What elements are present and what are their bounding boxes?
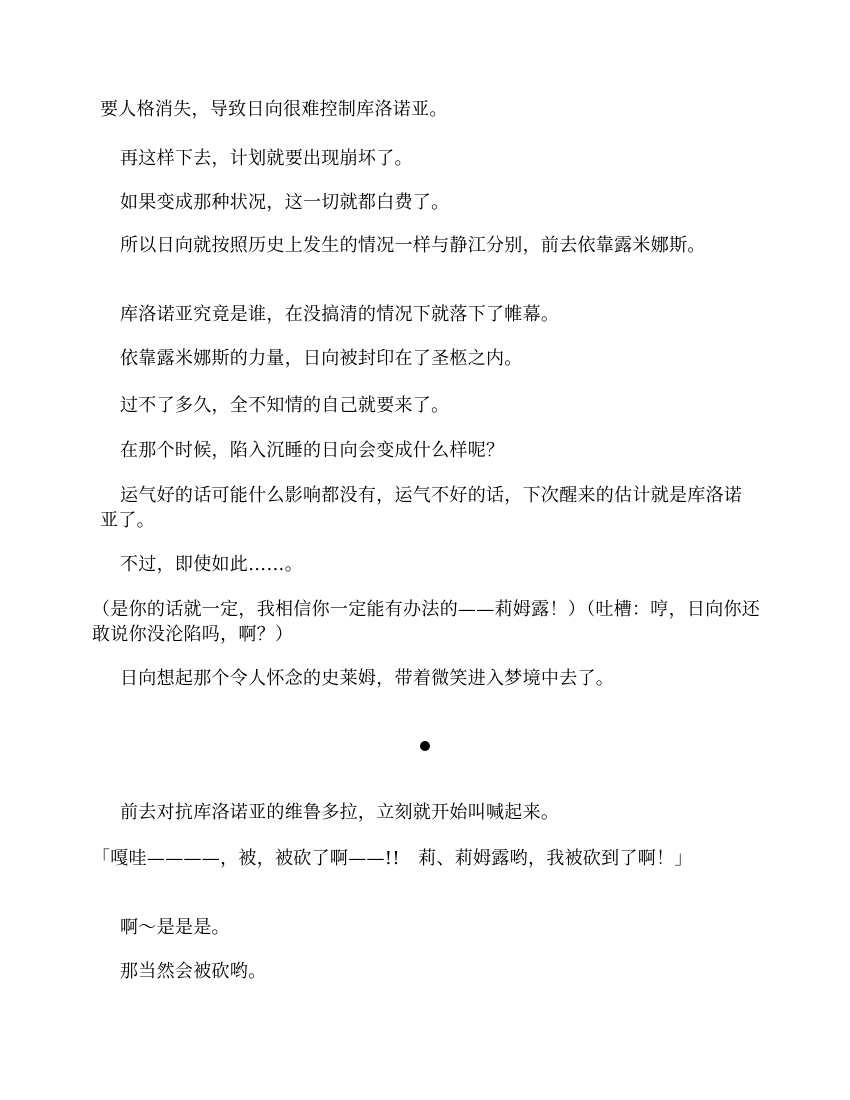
section-break-dot xyxy=(420,741,430,751)
paragraph: 前去对抗库洛诺亚的维鲁多拉，立刻就开始叫喊起来。 xyxy=(120,802,560,823)
paragraph: 日向想起那个令人怀念的史莱姆，带着微笑进入梦境中去了。 xyxy=(120,668,615,689)
paragraph: 过不了多久，全不知情的自己就要来了。 xyxy=(120,395,450,416)
paragraph: 如果变成那种状况，这一切就都白费了。 xyxy=(120,192,450,213)
paragraph: 在那个时候，陷入沉睡的日向会变成什么样呢？ xyxy=(120,440,505,461)
paragraph: 不过，即使如此……。 xyxy=(120,554,303,575)
paragraph: 运气好的话可能什么影响都没有，运气不好的话，下次醒来的估计就是库洛诺亚了。 xyxy=(100,485,743,531)
paragraph: 再这样下去，计划就要出现崩坏了。 xyxy=(120,148,413,169)
paragraph: 那当然会被砍哟。 xyxy=(120,961,267,982)
paragraph: 库洛诺亚究竟是谁，在没搞清的情况下就落下了帷幕。 xyxy=(120,304,560,325)
paragraph: 依靠露米娜斯的力量，日向被封印在了圣柩之内。 xyxy=(120,348,523,369)
paragraph: 要人格消失，导致日向很难控制库洛诺亚。 xyxy=(100,99,448,120)
paragraph: 啊～是是是。 xyxy=(120,917,230,938)
paragraph: （是你的话就一定，我相信你一定能有办法的——莉姆露！）（吐槽：哼，日向你还敢说你没沦陷吗，啊？） xyxy=(92,599,761,645)
paragraph: 「嘎哇————，被，被砍了啊——!! 莉、莉姆露哟，我被砍到了啊！」 xyxy=(92,848,693,869)
paragraph: 所以日向就按照历史上发生的情况一样与静江分别，前去依靠露米娜斯。 xyxy=(120,235,706,256)
